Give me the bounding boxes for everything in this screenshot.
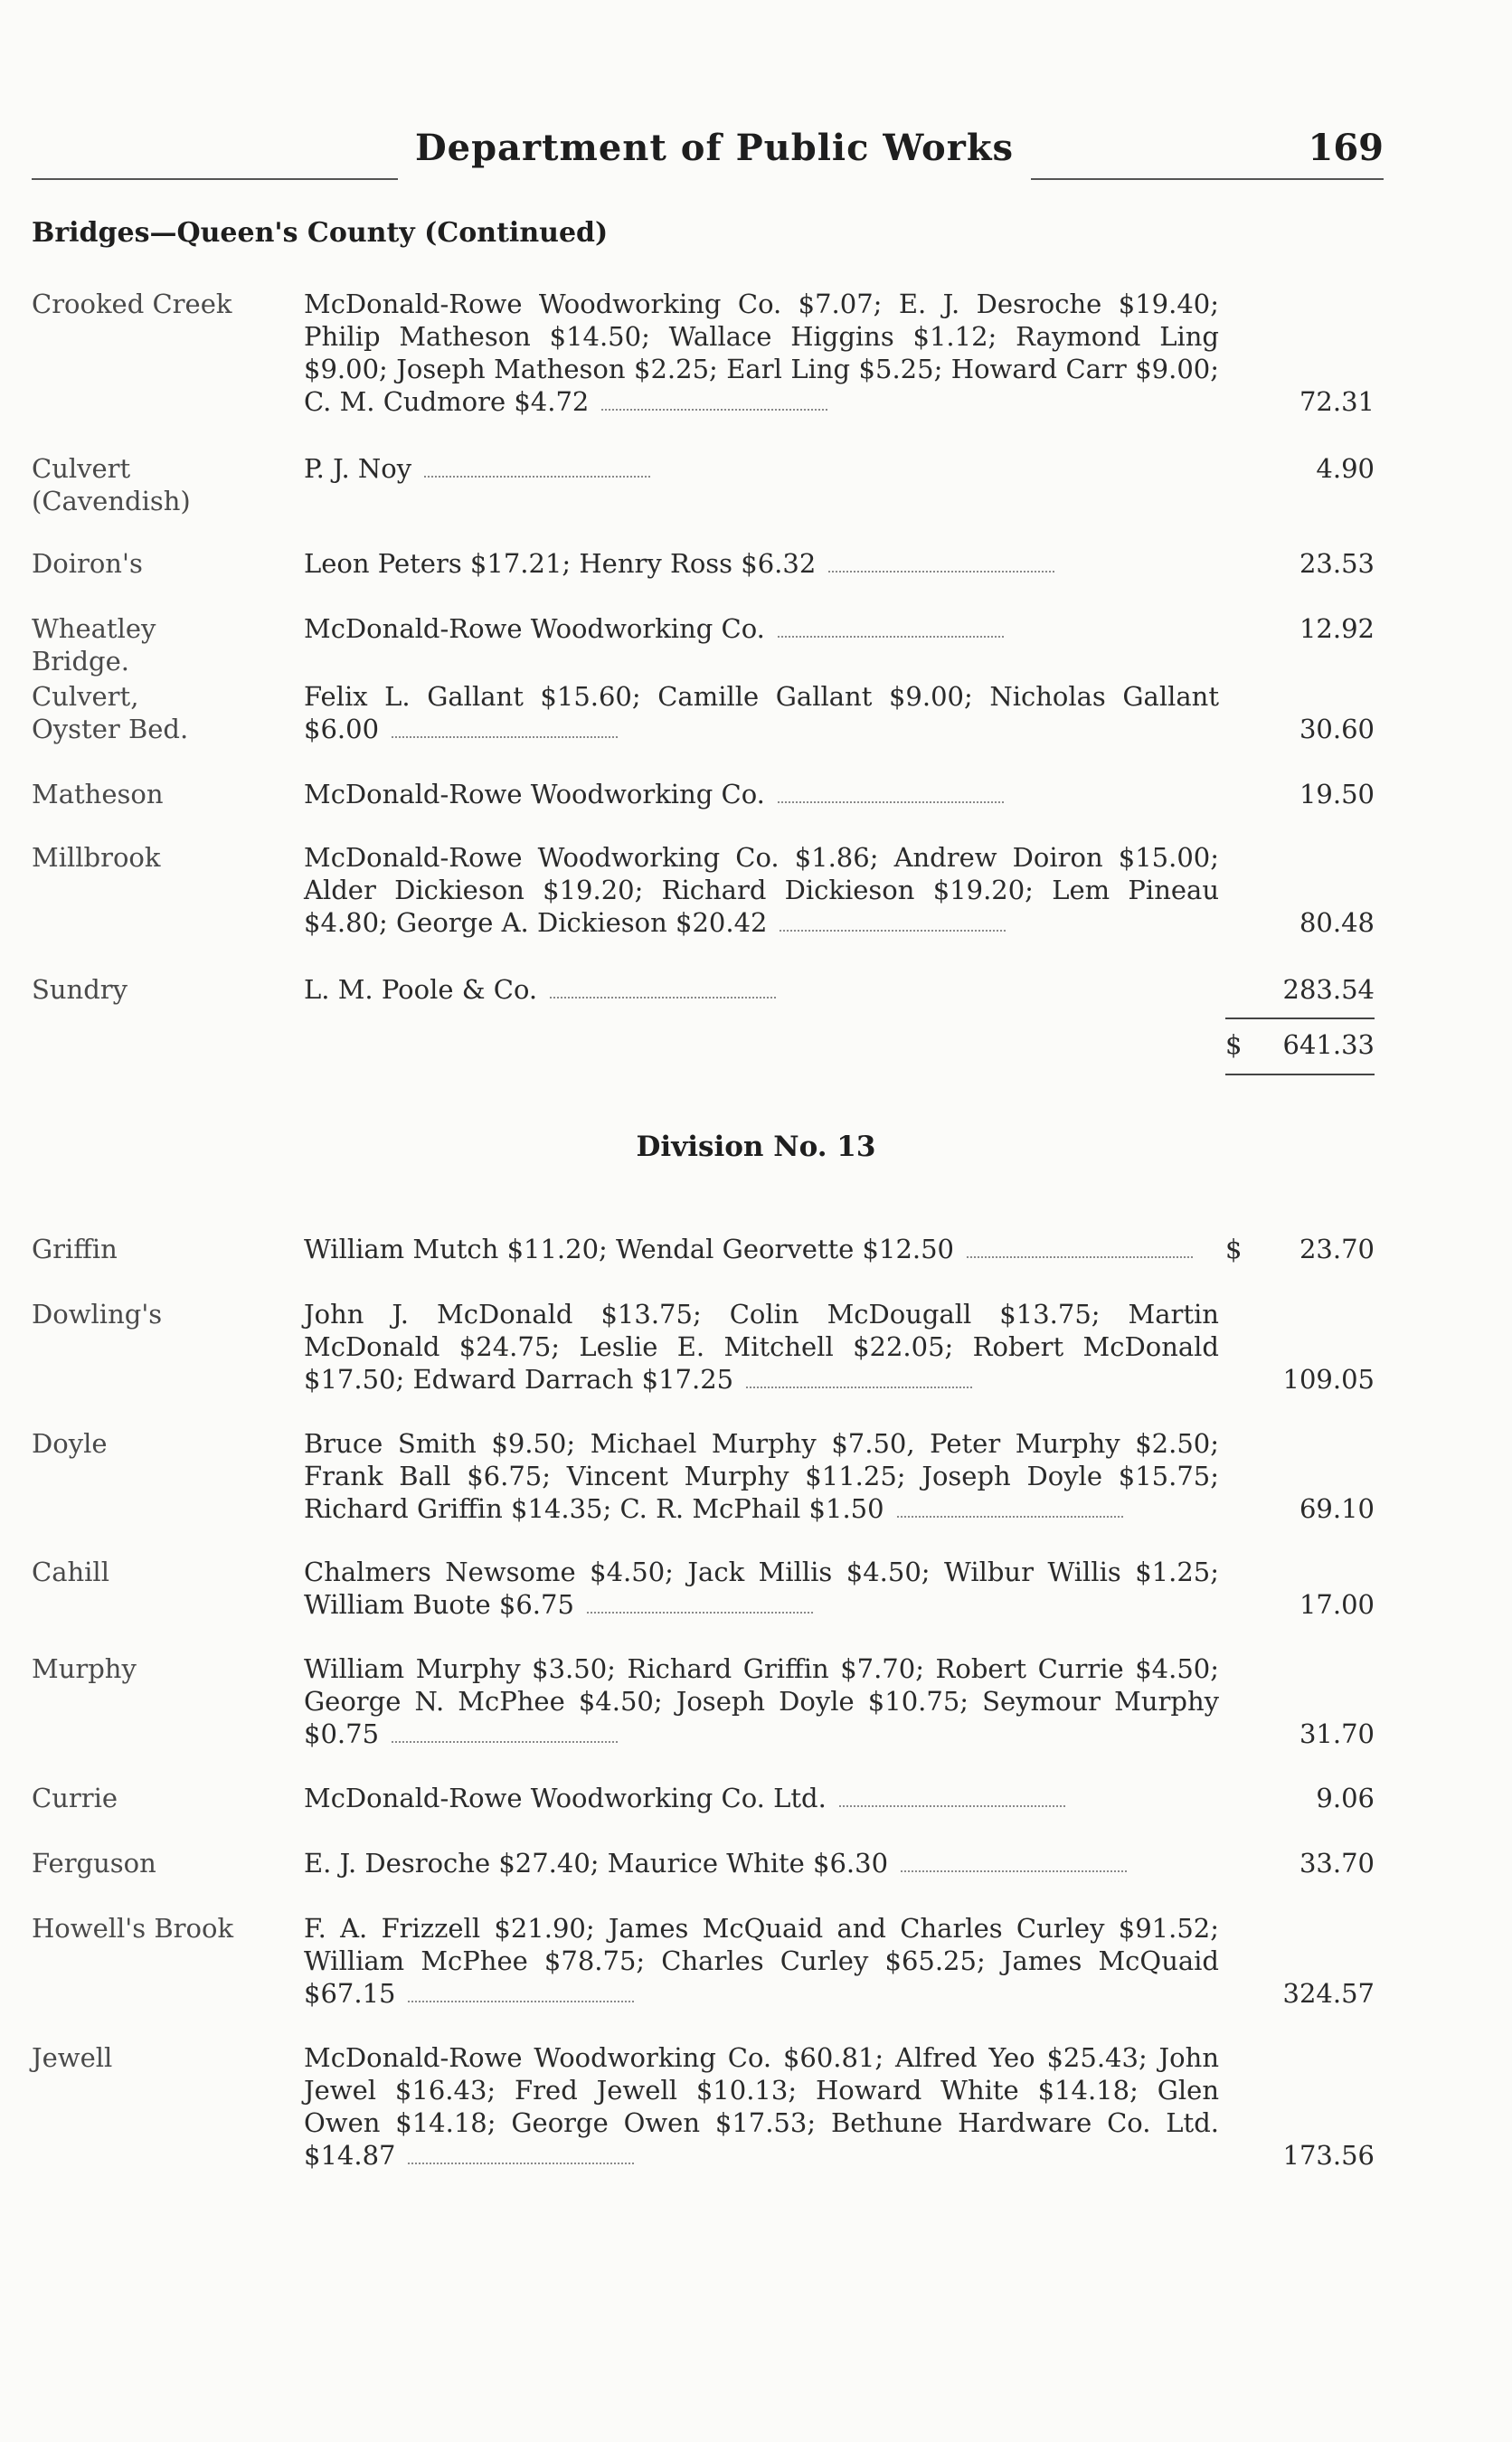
entry-place: [32, 1427, 294, 1460]
dot-leader: [897, 1509, 1123, 1518]
entry-amount: 33.70: [1299, 1848, 1375, 1879]
entry-place: [32, 1782, 294, 1814]
entry-amount: 80.48: [1299, 907, 1375, 938]
entry-description-text: William Murphy $3.50; Richard Griffin $7.70; Robert Currie $4.50; George N. McPhee $4.50; Joseph Doyle $10.75; Seymour Murphy $0.75: [304, 1653, 1219, 1749]
entry-amount: 19.50: [1299, 779, 1375, 809]
entry-description: [304, 1847, 1219, 1879]
dot-leader: [828, 563, 1054, 573]
entry-description-text: Felix L. Gallant $15.60; Camille Gallant $9.00; Nicholas Gallant $6.00: [304, 681, 1219, 744]
page-title: Department of Public Works: [414, 127, 1015, 169]
division-heading: Division No. 13: [636, 1131, 876, 1163]
dot-leader: [601, 402, 827, 411]
dot-leader: [408, 1993, 634, 2002]
dot-leader: [550, 989, 776, 999]
entry-description: [304, 452, 1219, 485]
entry-amount: 31.70: [1299, 1718, 1375, 1749]
entry-description-text: Bruce Smith $9.50; Michael Murphy $7.50, Peter Murphy $2.50; Frank Ball $6.75; Vincent Murphy $11.25; Joseph Doyle $15.75; Richard Griffin $14.35; C. R. McPhail $1.50: [304, 1428, 1219, 1524]
dot-leader: [967, 1249, 1193, 1258]
dot-leader: [392, 1734, 618, 1743]
entry-place-line: Culvert: [32, 453, 131, 484]
entry-place-line: Jewell: [32, 2042, 113, 2073]
entry-description: [304, 680, 1219, 745]
entry-place: [32, 841, 294, 874]
entry-description-text: McDonald-Rowe Woodworking Co.: [304, 613, 765, 644]
dot-leader: [424, 469, 650, 478]
entry-place-line: Cahill: [32, 1557, 109, 1587]
entry-description: [304, 1556, 1219, 1621]
entry-amount: 12.92: [1299, 613, 1375, 644]
entry-place: [32, 288, 294, 320]
entry-place: [32, 1556, 294, 1588]
entry-place-line: Wheatley: [32, 613, 156, 644]
entry-place: [32, 1652, 294, 1685]
dot-leader: [746, 1379, 972, 1388]
entry-description: [304, 547, 1219, 580]
entry-place-line: Culvert,: [32, 681, 139, 712]
entry-amount: 4.90: [1316, 453, 1375, 484]
entry-place-line: Sundry: [32, 974, 128, 1005]
entry-place-line: Dowling's: [32, 1299, 163, 1330]
entry-place-line: Doiron's: [32, 548, 143, 579]
entry-description: [304, 973, 1219, 1006]
entry-place: [32, 778, 294, 810]
entry-place: [32, 973, 294, 1006]
entry-description: [304, 778, 1219, 810]
dot-leader: [778, 629, 1004, 638]
entry-description: [304, 1652, 1219, 1750]
entry-place-line: Millbrook: [32, 842, 161, 873]
entry-place: [32, 680, 294, 745]
entry-place: [32, 1298, 294, 1330]
dot-leader: [901, 1863, 1127, 1872]
entry-amount: 23.70: [1299, 1234, 1375, 1264]
entry-place-line: Ferguson: [32, 1848, 156, 1879]
dot-leader: [408, 2155, 634, 2164]
entry-amount: 173.56: [1282, 2140, 1375, 2171]
entry-place-line: Griffin: [32, 1234, 118, 1264]
entry-place-line: Matheson: [32, 779, 164, 809]
entry-amount: 72.31: [1299, 386, 1375, 417]
entry-place-line: Murphy: [32, 1653, 137, 1684]
entry-place: [32, 1233, 294, 1265]
entry-description-text: Chalmers Newsome $4.50; Jack Millis $4.50; Wilbur Willis $1.25; William Buote $6.75: [304, 1557, 1219, 1620]
entry-amount: 324.57: [1282, 1978, 1375, 2009]
entry-place-line: Oyster Bed.: [32, 714, 189, 744]
entry-description-text: John J. McDonald $13.75; Colin McDougall $13.75; Martin McDonald $24.75; Leslie E. Mitchell $22.05; Robert McDonald $17.50; Edward Darrach $17.25: [304, 1299, 1219, 1395]
entry-place: [32, 547, 294, 580]
dot-leader: [839, 1798, 1065, 1807]
dot-leader: [780, 923, 1006, 932]
total-rule-top: [1225, 1018, 1375, 1019]
entry-description-text: William Mutch $11.20; Wendal Georvette $12.50: [304, 1234, 955, 1264]
entry-description: [304, 1233, 1219, 1265]
entry-description-text: McDonald-Rowe Woodworking Co. Ltd.: [304, 1783, 827, 1813]
total-currency: $: [1225, 1029, 1243, 1060]
entry-description: [304, 841, 1219, 939]
dot-leader: [778, 794, 1004, 803]
entry-description-text: McDonald-Rowe Woodworking Co. $7.07; E. J. Desroche $19.40; Philip Matheson $14.50; Wallace Higgins $1.12; Raymond Ling $9.00; Joseph Matheson $2.25; Earl Ling $5.25; Howard Carr $9.00; C. M. Cudmore $4.72: [304, 289, 1219, 417]
entry-amount: 69.10: [1299, 1493, 1375, 1524]
entry-place: [32, 1847, 294, 1879]
entry-place-line: Doyle: [32, 1428, 108, 1459]
entry-place: [32, 2041, 294, 2074]
entry-description: [304, 288, 1219, 418]
entry-amount: 23.53: [1299, 548, 1375, 579]
entry-description-text: Leon Peters $17.21; Henry Ross $6.32: [304, 548, 817, 579]
entry-amount: 109.05: [1282, 1364, 1375, 1395]
entry-amount: 283.54: [1282, 974, 1375, 1005]
entry-place-line: Crooked Creek: [32, 289, 232, 319]
entry-amount: 9.06: [1316, 1783, 1375, 1813]
entry-description-text: McDonald-Rowe Woodworking Co.: [304, 779, 765, 809]
entry-description: [304, 1298, 1219, 1396]
entry-description-text: McDonald-Rowe Woodworking Co. $1.86; Andrew Doiron $15.00; Alder Dickieson $19.20; Richard Dickieson $19.20; Lem Pineau $4.80; George A. Dickieson $20.42: [304, 842, 1219, 938]
entry-place: [32, 612, 294, 677]
dot-leader: [392, 729, 618, 738]
entry-description-text: McDonald-Rowe Woodworking Co. $60.81; Alfred Yeo $25.43; John Jewel $16.43; Fred Jewell $10.13; Howard White $14.18; Glen Owen $14.18; George Owen $17.53; Bethune Hardware Co. Ltd. $14.87: [304, 2042, 1219, 2171]
total-amount: 641.33: [1282, 1029, 1375, 1060]
entry-amount: 17.00: [1299, 1589, 1375, 1620]
entry-description: [304, 2041, 1219, 2172]
entry-place-line: Bridge.: [32, 646, 129, 677]
entry-description: [304, 1782, 1219, 1814]
entry-currency: $: [1225, 1234, 1243, 1264]
entry-description: [304, 1427, 1219, 1525]
entry-description: [304, 1912, 1219, 2010]
dot-leader: [587, 1604, 813, 1614]
total-rule-bottom: [1225, 1074, 1375, 1075]
header-rule-left: [32, 178, 398, 180]
header-rule-right: [1031, 178, 1384, 180]
entry-place-line: Howell's Brook: [32, 1913, 234, 1944]
entry-description-text: L. M. Poole & Co.: [304, 974, 538, 1005]
entry-description-text: F. A. Frizzell $21.90; James McQuaid and Charles Curley $91.52; William McPhee $78.75; Charles Curley $65.25; James McQuaid $67.15: [304, 1913, 1219, 2009]
entry-place: [32, 452, 294, 517]
entry-amount: 30.60: [1299, 714, 1375, 744]
entry-place-line: Currie: [32, 1783, 118, 1813]
entry-place: [32, 1912, 294, 1945]
page-number: 169: [1308, 127, 1384, 169]
entry-place-line: (Cavendish): [32, 486, 191, 516]
entry-description-text: E. J. Desroche $27.40; Maurice White $6.30: [304, 1848, 889, 1879]
entry-description-text: P. J. Noy: [304, 453, 412, 484]
entry-description: [304, 612, 1219, 645]
section-heading: Bridges—Queen's County (Continued): [32, 217, 609, 249]
